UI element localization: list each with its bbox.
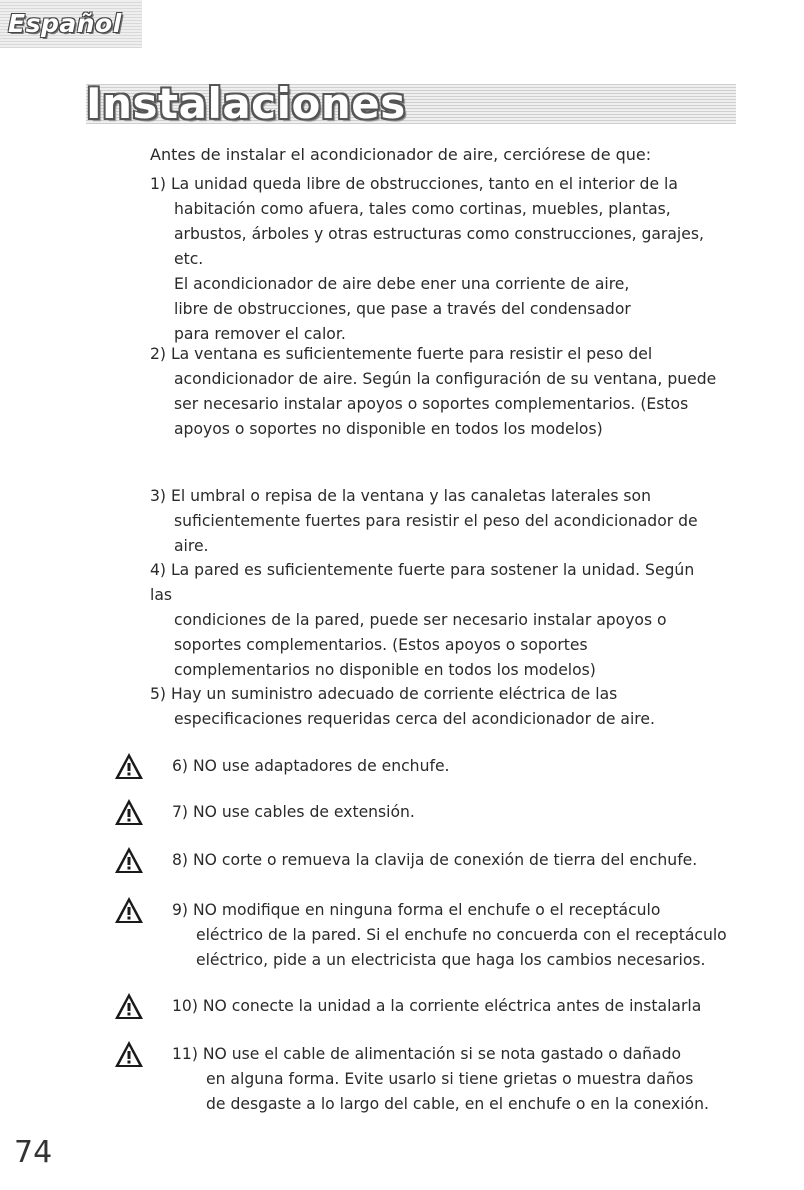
list-item-line xyxy=(172,948,742,973)
list-item-text: NO conecte la unidad a la corriente eléctrica antes de instalarla xyxy=(202,997,702,1015)
list-item-text: de desgaste a lo largo del cable, en el enchufe o en la conexión. xyxy=(206,1095,709,1113)
list-item-text: libre de obstrucciones, que pase a través del condensador xyxy=(174,300,631,318)
list-item-text: acondicionador de aire. Según la configuración de su ventana, puede xyxy=(174,370,717,388)
intro-text: Antes de instalar el acondicionador de aire, cerciórese de que: xyxy=(150,145,652,164)
list-item-line xyxy=(150,658,720,683)
warning-triangle-icon xyxy=(114,798,144,826)
list-item-text: ser necesario instalar apoyos o soportes complementarios. (Estos xyxy=(174,395,689,413)
list-item-number: 3) xyxy=(150,487,171,505)
list-item-number: 1) xyxy=(150,175,171,193)
list-item-line xyxy=(150,682,720,707)
list-item-line xyxy=(150,222,720,272)
list-item-text: Hay un suministro adecuado de corriente eléctrica de las xyxy=(170,685,618,703)
list-item-number: 5) xyxy=(150,685,171,703)
list-item-text: La unidad queda libre de obstrucciones, tanto en el interior de la xyxy=(170,175,678,193)
language-label: Español xyxy=(8,9,122,38)
list-item xyxy=(150,682,720,732)
list-item-line xyxy=(172,1092,742,1117)
list-item-text: NO corte o remueva la clavija de conexión de tierra del enchufe. xyxy=(192,851,698,869)
warning-triangle-icon xyxy=(114,1040,144,1068)
list-item-text: soportes complementarios. (Estos apoyos o soportes xyxy=(174,636,588,654)
list-item xyxy=(150,342,720,442)
list-item-line xyxy=(150,417,720,442)
list-item xyxy=(150,558,720,683)
page-number: 74 xyxy=(14,1135,53,1170)
list-item-text: La pared es suficientemente fuerte para sostener la unidad. Según las xyxy=(150,561,695,604)
list-item-line xyxy=(172,754,742,779)
list-item-text: NO modifique en ninguna forma el enchufe o el receptáculo xyxy=(192,901,661,919)
list-item-line xyxy=(172,994,742,1019)
list-item xyxy=(150,484,720,559)
warning-triangle-icon xyxy=(114,896,144,924)
list-item-line xyxy=(150,342,720,367)
list-item-text: apoyos o soportes no disponible en todos los modelos) xyxy=(174,420,603,438)
language-tab xyxy=(0,0,142,48)
list-item-line xyxy=(150,608,720,633)
list-item-line xyxy=(172,1042,742,1067)
list-item-text: en alguna forma. Evite usarlo si tiene grietas o muestra daños xyxy=(206,1070,694,1088)
list-item-text: arbustos, árboles y otras estructuras como construcciones, garajes, etc. xyxy=(174,225,704,268)
list-item xyxy=(172,994,742,1019)
list-item-number: 10) xyxy=(172,997,203,1015)
list-item-line xyxy=(172,1067,742,1092)
list-item xyxy=(172,848,742,873)
list-item-text: suficientemente fuertes para resistir el peso del acondicionador de aire. xyxy=(174,512,698,555)
list-item-number: 8) xyxy=(172,851,193,869)
list-item-text: El acondicionador de aire debe ener una corriente de aire, xyxy=(174,275,630,293)
list-item-text: La ventana es suficientemente fuerte para resistir el peso del xyxy=(170,345,653,363)
list-item xyxy=(172,898,742,973)
list-item-text: eléctrico de la pared. Si el enchufe no concuerda con el receptáculo xyxy=(196,926,727,944)
list-item-number: 6) xyxy=(172,757,193,775)
list-item-line xyxy=(172,848,742,873)
list-item-text: NO use cables de extensión. xyxy=(192,803,415,821)
list-item-line xyxy=(150,633,720,658)
list-item xyxy=(150,172,720,347)
list-item-line xyxy=(172,923,742,948)
warning-triangle-icon xyxy=(114,992,144,1020)
warning-triangle-icon xyxy=(114,752,144,780)
list-item-number: 9) xyxy=(172,901,193,919)
list-item xyxy=(172,1042,742,1117)
list-item-text: NO use adaptadores de enchufe. xyxy=(192,757,450,775)
list-item-number: 2) xyxy=(150,345,171,363)
warning-triangle-icon xyxy=(114,846,144,874)
list-item-text: eléctrico, pide a un electricista que haga los cambios necesarios. xyxy=(196,951,706,969)
list-item-text: para remover el calor. xyxy=(174,325,346,343)
list-item-text: condiciones de la pared, puede ser necesario instalar apoyos o xyxy=(174,611,667,629)
list-item-number: 4) xyxy=(150,561,171,579)
list-item-line xyxy=(150,297,720,322)
list-item-line xyxy=(150,707,720,732)
section-title-bar xyxy=(86,79,736,128)
section-title: Instalaciones xyxy=(86,79,406,128)
list-item-text: complementarios no disponible en todos los modelos) xyxy=(174,661,596,679)
list-item-line xyxy=(150,272,720,297)
list-item-number: 11) xyxy=(172,1045,203,1063)
list-item-text: NO use el cable de alimentación si se nota gastado o dañado xyxy=(202,1045,682,1063)
list-item-text: especificaciones requeridas cerca del acondicionador de aire. xyxy=(174,710,655,728)
list-item-line xyxy=(150,558,720,608)
list-item-number: 7) xyxy=(172,803,193,821)
list-item-line xyxy=(150,509,720,559)
list-item-line xyxy=(150,367,720,392)
list-item-text: habitación como afuera, tales como cortinas, muebles, plantas, xyxy=(174,200,671,218)
list-item-text: El umbral o repisa de la ventana y las canaletas laterales son xyxy=(170,487,651,505)
list-item-line xyxy=(150,392,720,417)
list-item-line xyxy=(150,197,720,222)
list-item-line xyxy=(172,800,742,825)
list-item-line xyxy=(172,898,742,923)
list-item xyxy=(172,754,742,779)
list-item xyxy=(172,800,742,825)
list-item-line xyxy=(150,484,720,509)
list-item-line xyxy=(150,172,720,197)
